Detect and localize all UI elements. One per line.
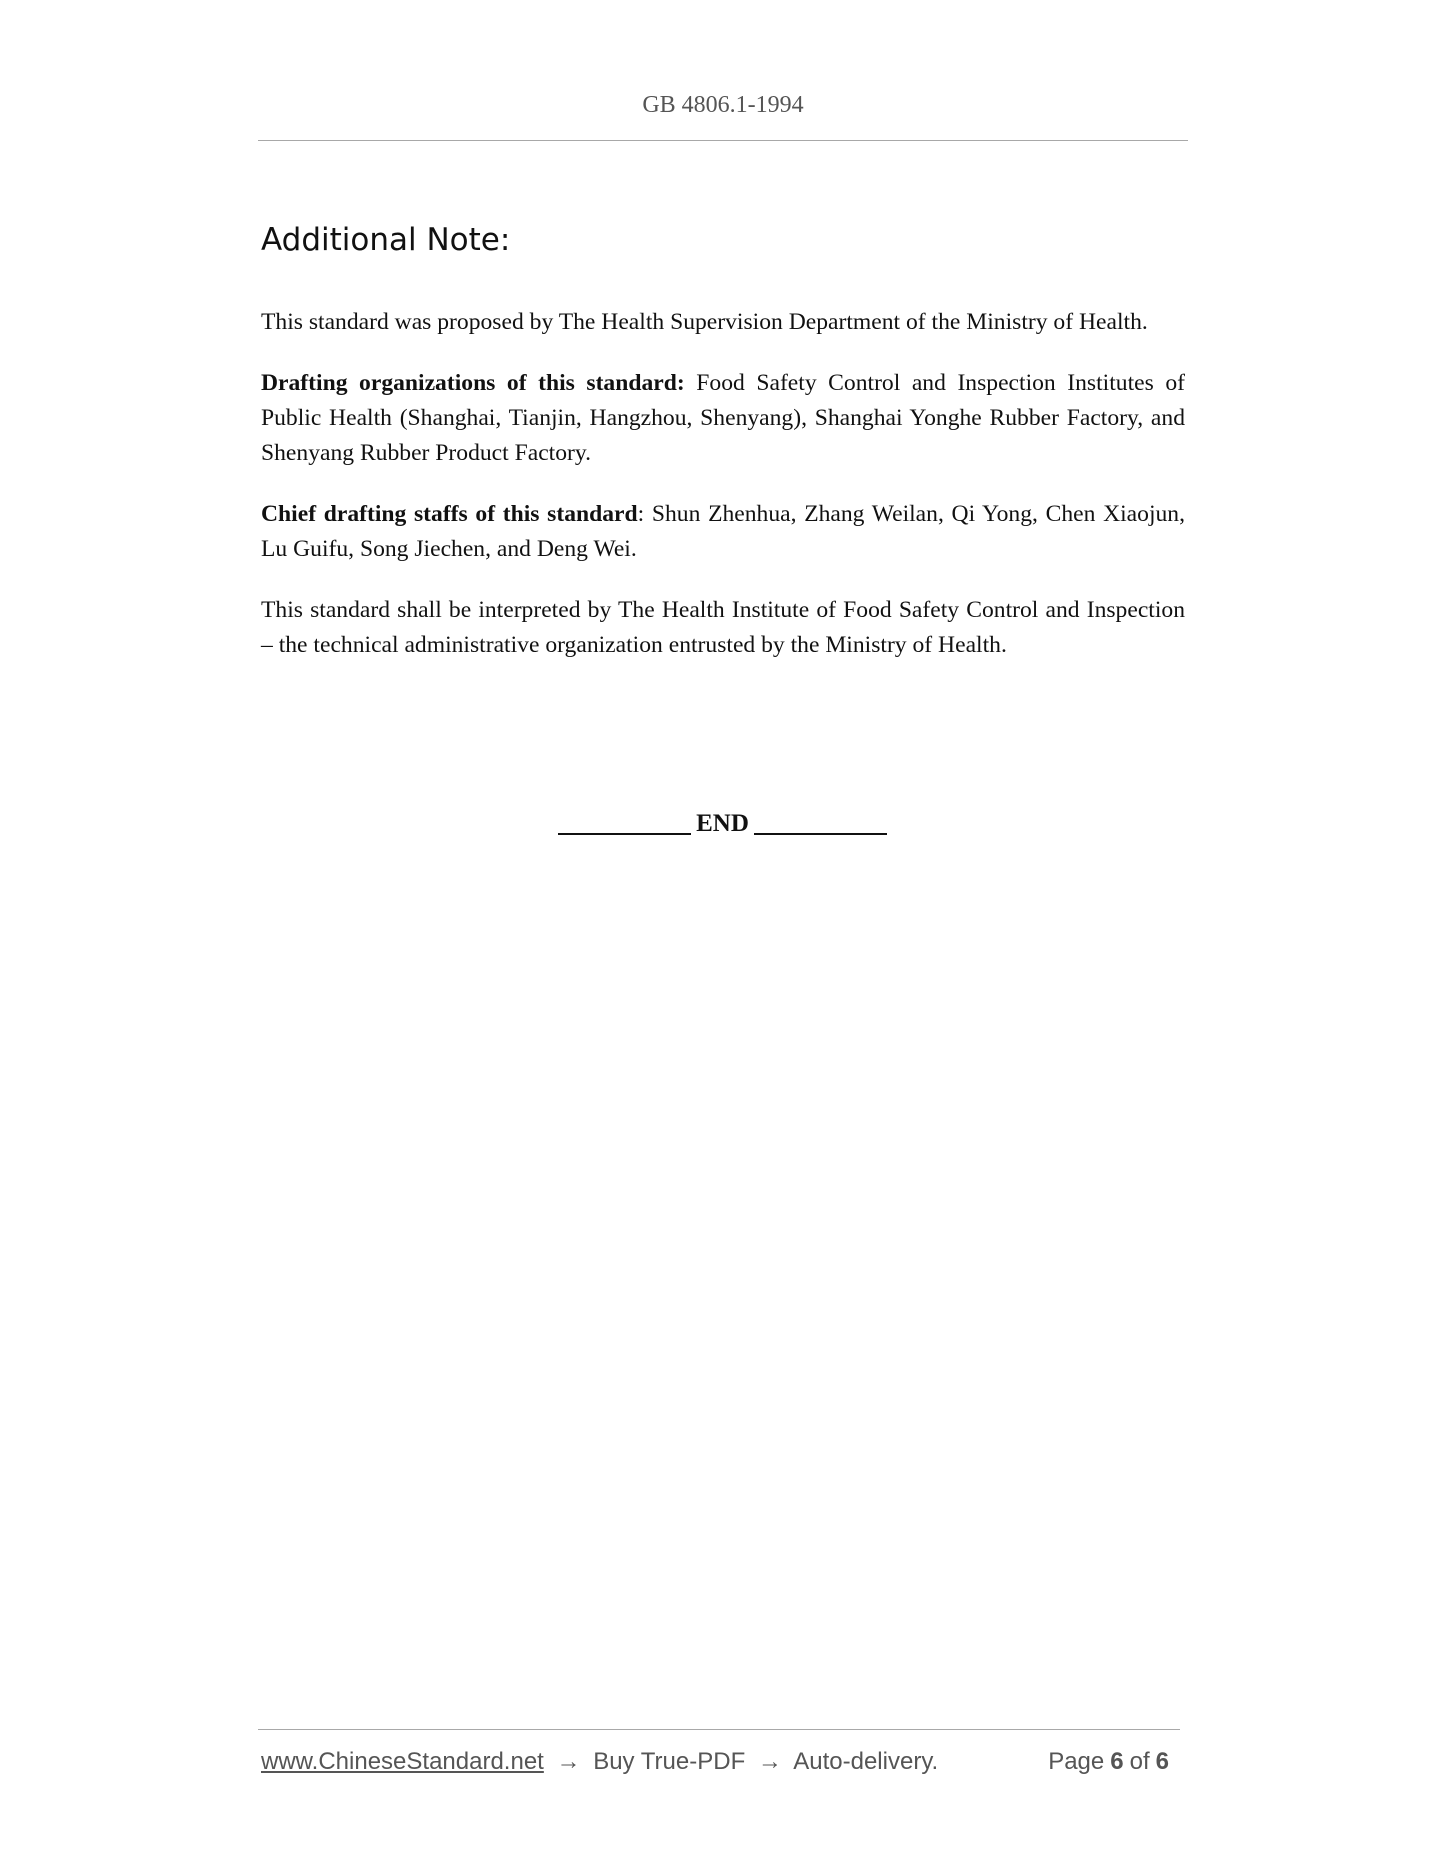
end-right-rule (754, 832, 887, 835)
document-id-header: GB 4806.1-1994 (642, 92, 804, 118)
page-of-label: of (1129, 1748, 1150, 1775)
auto-delivery-text: Auto-delivery. (793, 1748, 939, 1775)
section-title: Additional Note: (261, 222, 511, 258)
paragraph-chief-drafting-staff (261, 497, 1185, 567)
header-divider (258, 140, 1188, 141)
chief-staff-label: Chief drafting staffs of this standard (261, 501, 638, 527)
site-link[interactable]: www.ChineseStandard.net (261, 1748, 544, 1775)
page-footer (261, 1748, 1180, 1776)
paragraph-interpretation: This standard shall be interpreted by The Health Institute of Food Safety Control and Inspection – the technical administrative organization entrusted by the Ministry of Health. (261, 597, 1185, 658)
end-marker (460, 810, 985, 838)
footer-divider (258, 1729, 1180, 1730)
paragraph-proposed: This standard was proposed by The Health Supervision Department of the Ministry of Health. (261, 309, 1148, 335)
page-indicator (1048, 1748, 1175, 1776)
end-label: END (696, 810, 749, 837)
right-arrow-icon: → (556, 1748, 581, 1775)
page-current: 6 (1110, 1748, 1124, 1775)
end-left-rule (558, 832, 691, 835)
chief-staff-text: : Shun Zhenhua, Zhang Weilan, Qi Yong, Chen Xiaojun, Lu Guifu, Song Jiechen, and Deng Wei. (261, 501, 1185, 562)
drafting-organizations-label: Drafting organizations of this standard: (261, 370, 685, 396)
paragraph-drafting-organizations (261, 366, 1185, 471)
buy-true-pdf-text: Buy True-PDF (593, 1748, 746, 1775)
page-total: 6 (1155, 1748, 1169, 1775)
page-label: Page (1048, 1748, 1105, 1775)
right-arrow-icon: → (757, 1748, 782, 1775)
drafting-organizations-text: Food Safety Control and Inspection Institutes of Public Health (Shanghai, Tianjin, Hangzhou, Shenyang), Shanghai Yonghe Rubber Factory, and Shenyang Rubber Product Factory. (261, 370, 1185, 466)
